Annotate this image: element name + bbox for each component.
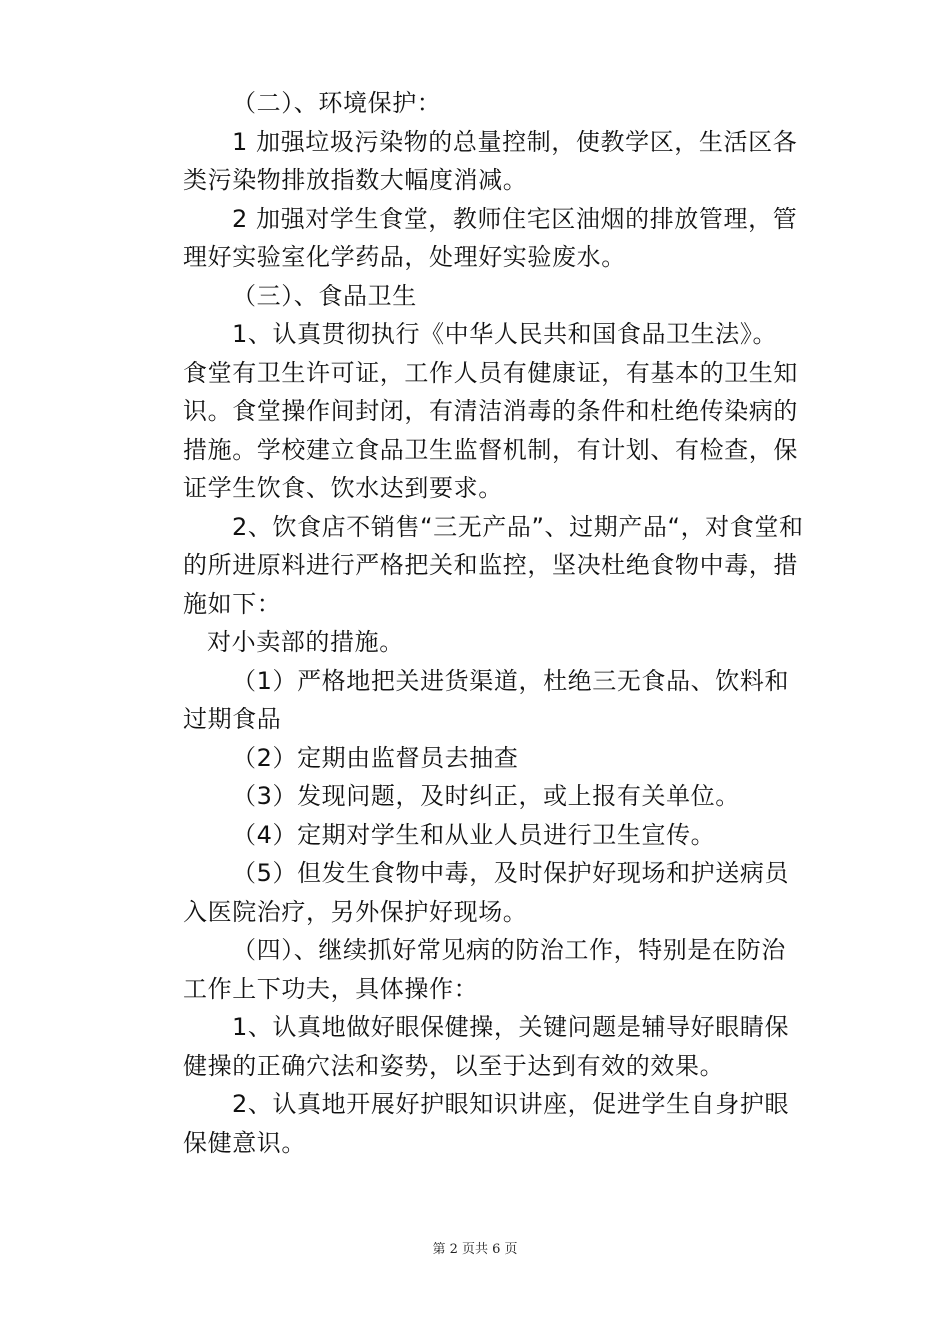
paragraph-line: 识。食堂操作间封闭，有清洁消毒的条件和杜绝传染病的 bbox=[183, 397, 798, 425]
paragraph-line: 证学生饮食、饮水达到要求。 bbox=[183, 474, 503, 502]
document-body bbox=[183, 84, 823, 1162]
paragraph-line: 施如下： bbox=[183, 589, 282, 618]
section-heading-environment: （二）、环境保护： bbox=[232, 89, 442, 117]
paragraph-line: 类污染物排放指数大幅度消减。 bbox=[183, 166, 528, 194]
paragraph-line: 健操的正确穴法和姿势，以至于达到有效的效果。 bbox=[183, 1051, 725, 1080]
section-heading-common-diseases: （四）、继续抓好常见病的防治工作，特别是在防治 bbox=[232, 936, 786, 964]
paragraph-line: 工作上下功夫，具体操作： bbox=[183, 974, 479, 1003]
paragraph-line: 2、饮食店不销售“三无产品”、过期产品“，对食堂和 bbox=[232, 512, 804, 541]
list-item: （2）定期由监督员去抽查 bbox=[232, 743, 519, 772]
page-footer: 第 2 页共 6 页 bbox=[432, 1242, 518, 1257]
paragraph-line: 2 加强对学生食堂，教师住宅区油烟的排放管理，管 bbox=[232, 204, 798, 233]
paragraph-line: 的所进原料进行严格把关和监控，坚决杜绝食物中毒，措 bbox=[183, 551, 798, 579]
paragraph-line: 对小卖部的措施。 bbox=[207, 628, 404, 656]
paragraph-line: 措施。学校建立食品卫生监督机制，有计划、有检查，保 bbox=[183, 435, 798, 464]
paragraph-line: 1、认真地做好眼保健操，关键问题是辅导好眼睛保 bbox=[232, 1013, 790, 1041]
paragraph-line: 食堂有卫生许可证，工作人员有健康证，有基本的卫生知 bbox=[183, 358, 798, 387]
list-item: （5）但发生食物中毒，及时保护好现场和护送病员 bbox=[232, 859, 790, 887]
paragraph-line: 2、认真地开展好护眼知识讲座，促进学生自身护眼 bbox=[232, 1090, 790, 1118]
paragraph-line: 入医院治疗，另外保护好现场。 bbox=[183, 897, 528, 926]
paragraph-line: 1、认真贯彻执行《中华人民共和国食品卫生法》。 bbox=[232, 320, 778, 348]
paragraph-line: 保健意识。 bbox=[183, 1128, 306, 1157]
paragraph-line: 1 加强垃圾污染物的总量控制，使教学区，生活区各 bbox=[232, 127, 798, 156]
list-item: （4）定期对学生和从业人员进行卫生宣传。 bbox=[232, 820, 716, 849]
list-item: （1）严格地把关进货渠道，杜绝三无食品、饮料和 bbox=[232, 666, 790, 695]
section-heading-food-hygiene: （三）、食品卫生 bbox=[232, 281, 417, 310]
paragraph-line: 过期食品 bbox=[183, 705, 282, 733]
list-item: （3）发现问题，及时纠正，或上报有关单位。 bbox=[232, 782, 740, 810]
paragraph-line: 理好实验室化学药品，处理好实验废水。 bbox=[183, 243, 626, 271]
